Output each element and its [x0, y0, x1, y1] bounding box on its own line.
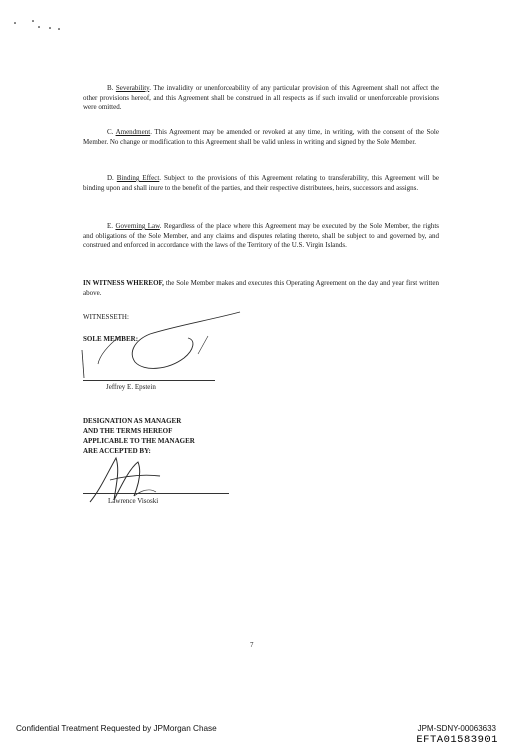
footer-document-id: EFTA01583901 [416, 734, 498, 746]
witnesseth-label: WITNESSETH: [83, 313, 129, 321]
clause-d-letter: D. [107, 174, 114, 182]
clause-d: D. Binding Effect. Subject to the provisions of this Agreement relating to transferability, this Agreement will be binding upon and shall inure to the benefit of the parties, and their respective distributees, heirs, successors and assigns. [83, 174, 440, 192]
scan-specks [14, 18, 74, 34]
manager-signature [86, 450, 176, 520]
witness-clause [83, 279, 439, 298]
designation-line-4: ARE ACCEPTED BY: [83, 447, 151, 455]
sole-member-signature-line [83, 380, 215, 381]
footer-bates-number: JPM-SDNY-00063633 [417, 724, 496, 733]
page-number: 7 [250, 641, 254, 649]
clause-e-letter: E. [107, 222, 114, 230]
sole-member-name: Jeffrey E. Epstein [106, 383, 156, 391]
clause-e-heading: Governing Law [115, 222, 160, 230]
designation-line-1: DESIGNATION AS MANAGER [83, 417, 182, 425]
clause-c-text: This Agreement may be amended or revoked at any time, in writing, with the consent of the Sole Member. No change or modification to this Agreement shall be valid unless in writing and signed by the Sole Member. [83, 128, 439, 146]
clause-d-text: Subject to the provisions of this Agreement relating to transferability, this Agreement will be binding upon and shall inure to the benefit of the parties, and their respective distributees, heirs, successors and assigns. [83, 174, 440, 192]
witness-lead: IN WITNESS WHEREOF, [83, 279, 164, 287]
designation-line-3: APPLICABLE TO THE MANAGER [83, 437, 195, 445]
clause-d-heading: Binding Effect [116, 174, 160, 182]
footer-confidential-notice: Confidential Treatment Requested by JPMorgan Chase [16, 724, 217, 733]
witness-text: the Sole Member makes and executes this Operating Agreement on the day and year first written above. [83, 279, 439, 297]
clause-e-text: Regardless of the place where this Agreement may be executed by the Sole Member, the rights and obligations of the Sole Member, and any claims and disputes relating thereto, shall be subject to and governed by, and construed and enforced in accordance with the laws of the Territory of the U.S. Virgin Islands. [83, 222, 439, 250]
clause-b-letter: B. [107, 84, 114, 92]
clause-c-letter: C. [107, 128, 114, 136]
clause-b-text: The invalidity or unenforceability of any particular provision of this Agreement shall not affect the other provisions hereof, and this Agreement shall be construed in all respects as if such invalid or unenforceable provisions were omitted. [83, 84, 440, 112]
designation-line-2: AND THE TERMS HEREOF [83, 427, 173, 435]
clause-c: C. Amendment. This Agreement may be amended or revoked at any time, in writing, with the consent of the Sole Member. No change or modification to this Agreement shall be valid unless in writing and signed by the Sole Member. [83, 128, 439, 146]
clause-e: E. Governing Law. Regardless of the place where this Agreement may be executed by the Sole Member, the rights and obligations of the Sole Member, and any claims and disputes relating thereto, shall be subject to and governed by, and construed and enforced in accordance with the laws of the Territory of the U.S. Virgin Islands. [83, 222, 439, 250]
sole-member-signature [80, 306, 250, 386]
clause-c-heading: Amendment [115, 128, 151, 136]
manager-signature-line [83, 493, 229, 494]
manager-name: Lawrence Visoski [108, 497, 159, 505]
clause-b-heading: Severability [115, 84, 150, 92]
sole-member-label: SOLE MEMBER: [83, 335, 139, 343]
clause-b: B. Severability. The invalidity or unenforceability of any particular provision of this Agreement shall not affect the other provisions hereof, and this Agreement shall be construed in all respects as if such invalid or unenforceable provisions were omitted. [83, 84, 440, 112]
